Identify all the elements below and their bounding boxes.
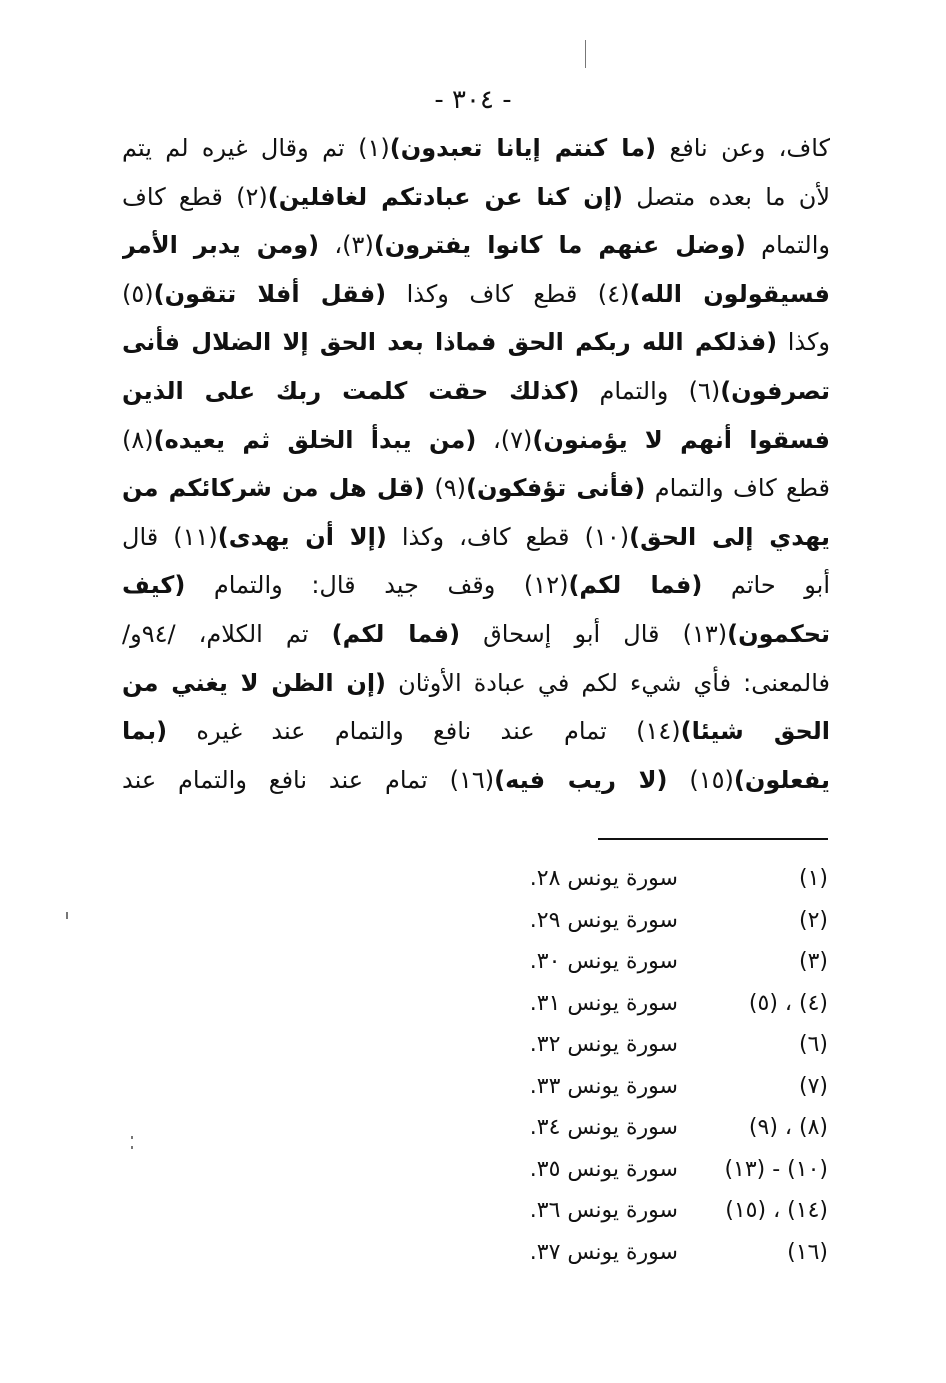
footnote [480, 900, 830, 942]
footnote-text: سورة يونس ٣٥. [529, 1156, 678, 1182]
footnote-ref: (١٦) [787, 1239, 828, 1265]
quran-quote: (فأنى تؤفكون) [465, 474, 646, 503]
footnote-ref: (١) [798, 866, 828, 891]
text-line [122, 221, 830, 270]
quran-quote: (وضل عنهم ما كانوا يفترون) [373, 231, 746, 260]
text-segment: (٥) [122, 279, 154, 308]
quran-quote: يهدي إلى الحق) [629, 522, 830, 551]
footnote-ref: (١٠) - (١٣) [724, 1156, 828, 1182]
footnote-ref: (٧) [798, 1073, 828, 1099]
page-number: - ٣٠٤ - [434, 85, 512, 115]
quran-quote: (ومن يدبر الأمر [122, 231, 320, 260]
text-segment: (١٤) تمام عند نافع والتمام عند غيره [167, 717, 681, 746]
text-line [122, 659, 830, 708]
text-segment: كاف، وعن نافع [656, 134, 830, 162]
text-line [122, 367, 830, 416]
footnote [480, 941, 830, 983]
text-line [122, 707, 830, 756]
quran-quote: يفعلون) [733, 765, 830, 794]
footnote-text: سورة يونس ٣٠. [529, 949, 678, 974]
footnote-text: سورة يونس ٢٨. [529, 866, 678, 891]
quran-quote: (كذلك حقت كلمت ربك على الذين [122, 376, 580, 405]
scan-mark [66, 912, 68, 919]
footnote-ref: (٣) [798, 949, 828, 974]
text-segment: (١) تم وقال غيره لم يتم [122, 134, 390, 162]
text-line [122, 124, 830, 173]
quran-quote: (إلا أن يهدى) [217, 522, 387, 551]
quran-quote: (قل هل من شركائكم من [122, 474, 425, 503]
text-segment: والتمام [745, 231, 830, 260]
text-line [122, 756, 830, 805]
quran-quote: الحق شيئا) [680, 717, 830, 746]
footnote-ref: (٢) [798, 907, 828, 933]
text-line [122, 318, 830, 367]
text-line [122, 464, 830, 513]
text-segment: (٣)، [319, 231, 374, 260]
text-segment: فالمعنى: فأي شيء لكم في عبادة الأوثان [386, 668, 830, 697]
scan-mark [131, 1146, 133, 1149]
text-segment: (١٥) [667, 765, 734, 794]
footnote [480, 1190, 830, 1232]
footnote-ref: (١٤) ، (١٥) [725, 1198, 828, 1223]
footnote [480, 1024, 830, 1066]
scan-mark [585, 40, 586, 68]
footnote [480, 858, 830, 900]
text-segment: قطع كاف والتمام [645, 474, 830, 503]
quran-quote: (فما لكم) [568, 571, 703, 600]
footnote-text: سورة يونس ٣١. [529, 990, 678, 1016]
quran-quote: (إن كنا عن عبادتكم لغافلين) [267, 182, 623, 211]
quran-quote: فسيقولون الله) [629, 279, 830, 308]
text-line [122, 610, 830, 659]
footnote-text: سورة يونس ٢٩. [529, 907, 678, 933]
text-segment: (١٢) وقف جيد قال: والتمام [185, 571, 569, 600]
footnote [480, 1066, 830, 1108]
quran-quote: (من يبدأ الخلق ثم يعيده) [153, 425, 477, 454]
text-line [122, 561, 830, 610]
quran-quote: (فقل أفلا تتقون) [153, 279, 387, 308]
quran-quote: فسقوا أنهم لا يؤمنون) [532, 425, 830, 454]
footnote-divider [598, 838, 828, 840]
quran-quote: (فذلكم الله ربكم الحق فماذا بعد الحق إلا الضلال فأنى [122, 328, 778, 357]
footnote [480, 1149, 830, 1191]
text-line [122, 416, 830, 465]
text-line [122, 513, 830, 562]
footnote [480, 983, 830, 1025]
text-segment: (١٦) تمام عند نافع والتمام عند [122, 765, 495, 794]
text-segment: (٨) [122, 425, 154, 454]
text-segment: (١١) قال [122, 522, 218, 551]
footnotes-list [480, 858, 830, 1273]
text-segment: (٦) والتمام [579, 376, 721, 405]
quran-quote: (بما [122, 717, 168, 746]
quran-quote: (كيف [122, 571, 186, 600]
text-segment: (٢) قطع كاف [122, 182, 268, 211]
footnote-ref: (٦) [798, 1032, 828, 1057]
quran-quote: (لا ريب فيه) [494, 765, 668, 794]
scan-mark [131, 1136, 133, 1139]
footnote [480, 1232, 830, 1274]
footnote-ref: (٨) ، (٩) [748, 1115, 828, 1140]
footnote-text: سورة يونس ٣٤. [529, 1115, 678, 1140]
text-segment: وكذا [777, 328, 830, 357]
text-segment: (١٠) قطع كاف، وكذا [386, 522, 630, 551]
footnote [480, 1107, 830, 1149]
quran-quote: تحكمون) [727, 619, 830, 648]
footnote-text: سورة يونس ٣٦. [529, 1198, 678, 1223]
quran-quote: (ما كنتم إيانا تعبدون) [389, 134, 657, 162]
footnote-text: سورة يونس ٣٢. [529, 1032, 678, 1057]
text-segment: أبو حاتم [702, 571, 830, 600]
text-line [122, 270, 830, 319]
text-segment: (٩) [424, 474, 466, 503]
footnote-ref: (٤) ، (٥) [748, 990, 828, 1016]
text-segment: تم الكلام، /٩٤و/ [122, 619, 332, 648]
quran-quote: تصرفون) [720, 376, 830, 405]
footnote-text: سورة يونس ٣٣. [529, 1073, 678, 1099]
text-line [122, 173, 830, 222]
text-segment: (٧)، [476, 425, 533, 454]
main-text [122, 124, 830, 804]
text-segment: (٤) قطع كاف وكذا [386, 279, 630, 308]
quran-quote: (فما لكم) [331, 619, 461, 648]
quran-quote: (إن الظن لا يغني من [122, 668, 387, 697]
text-segment: (١٣) قال أبو إسحاق [460, 619, 728, 648]
footnote-text: سورة يونس ٣٧. [529, 1239, 678, 1265]
text-segment: لأن ما بعده متصل [622, 182, 830, 211]
